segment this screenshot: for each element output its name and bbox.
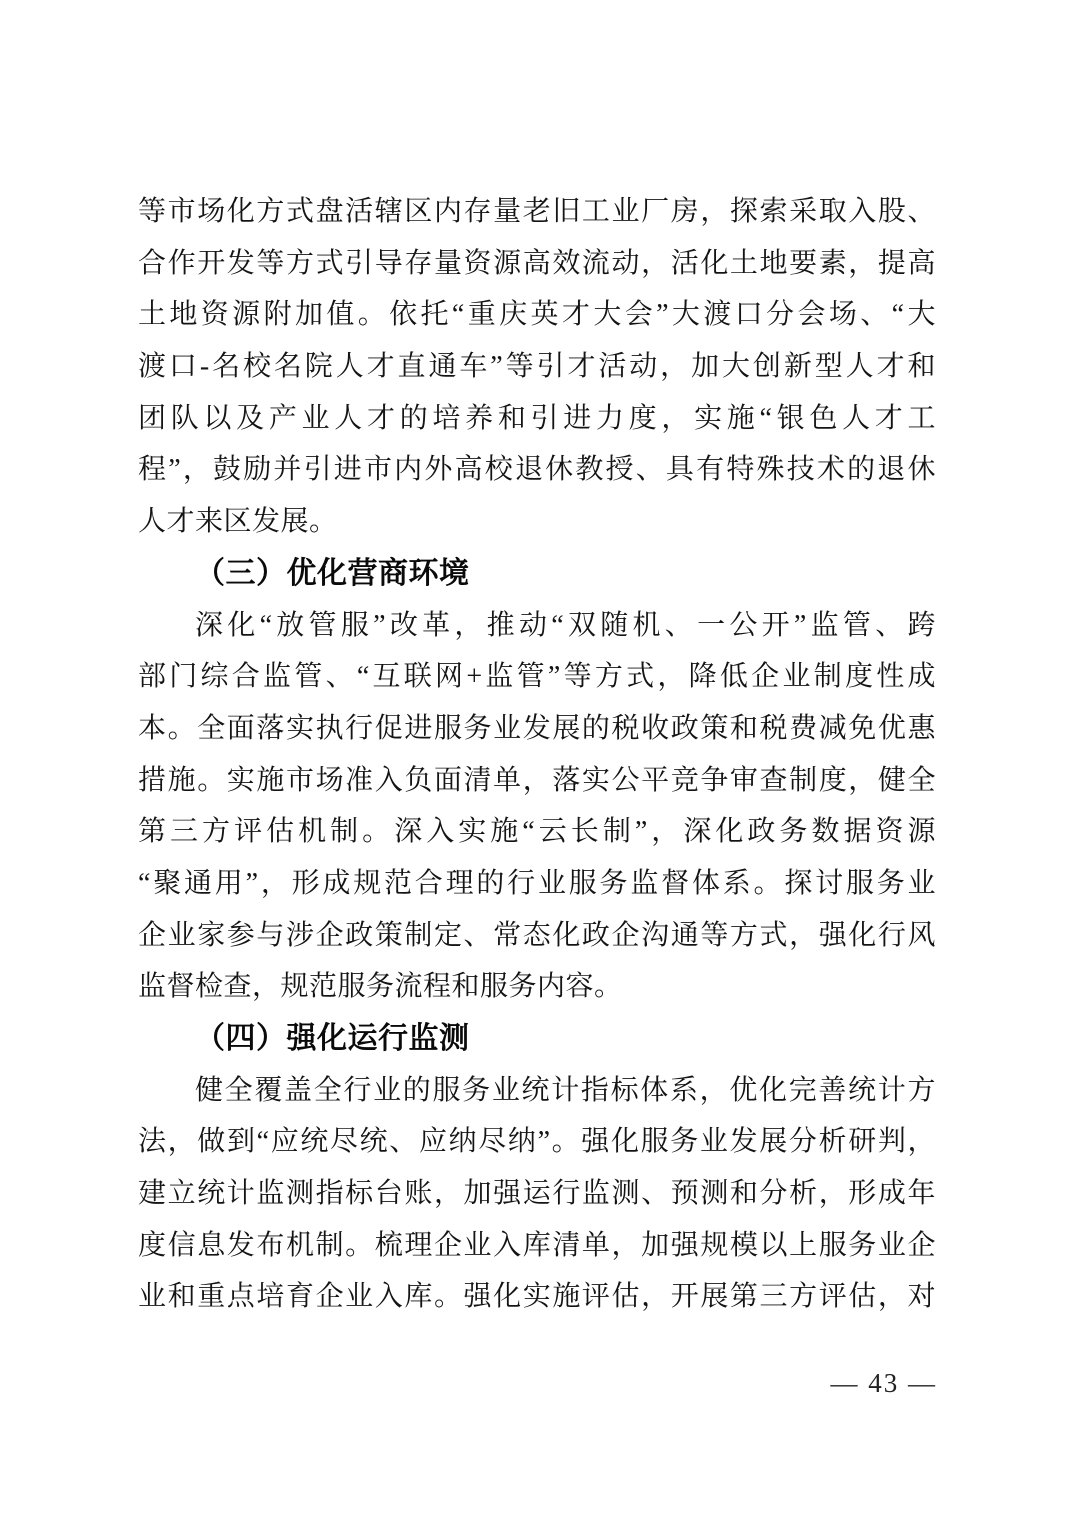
text-line: 措施。实施市场准入负面清单，落实公平竞争审查制度，健全 [138,764,936,796]
page-number: — 43 — [830,1368,937,1398]
text-line: 合作开发等方式引导存量资源高效流动，活化土地要素，提高 [138,247,936,279]
text-line: 人才来区发展。 [138,506,338,538]
section-heading: （三）优化营商环境 [195,556,470,590]
text-line: 度信息发布机制。梳理企业入库清单，加强规模以上服务业企 [138,1229,936,1261]
text-line: 部门综合监管、“互联网+监管”等方式，降低企业制度性成 [138,661,936,693]
text-line: 本。全面落实执行促进服务业发展的税收政策和税费减免优惠 [138,712,936,744]
page-content [138,186,936,1323]
text-line: 渡口-名校名院人才直通车”等引才活动，加大创新型人才和 [138,351,936,383]
text-line: 土地资源附加值。依托“重庆英才大会”大渡口分会场、“大 [138,299,936,331]
text-line: “聚通用”，形成规范合理的行业服务监督体系。探讨服务业 [138,867,936,899]
text-line: 团队以及产业人才的培养和引进力度，实施“银色人才工 [138,402,936,434]
text-line: 业和重点培育企业入库。强化实施评估，开展第三方评估，对 [138,1281,936,1313]
section-heading: （四）强化运行监测 [195,1022,470,1055]
text-line: 程”，鼓励并引进市内外高校退休教授、具有特殊技术的退休 [138,454,936,486]
text-line: 深化“放管服”改革，推动“双随机、一公开”监管、跨 [195,609,936,641]
text-line: 监督检查，规范服务流程和服务内容。 [138,971,623,1003]
text-line: 第三方评估机制。深入实施“云长制”，深化政务数据资源 [138,816,936,848]
text-line: 等市场化方式盘活辖区内存量老旧工业厂房，探索采取入股、 [138,196,936,227]
text-line: 企业家参与涉企政策制定、常态化政企沟通等方式，强化行风 [138,919,936,951]
text-line: 法，做到“应统尽统、应纳尽纳”。强化服务业发展分析研判， [138,1126,936,1158]
text-line: 健全覆盖全行业的服务业统计指标体系，优化完善统计方 [195,1074,936,1106]
text-line: 建立统计监测指标台账，加强运行监测、预测和分析，形成年 [138,1178,936,1210]
